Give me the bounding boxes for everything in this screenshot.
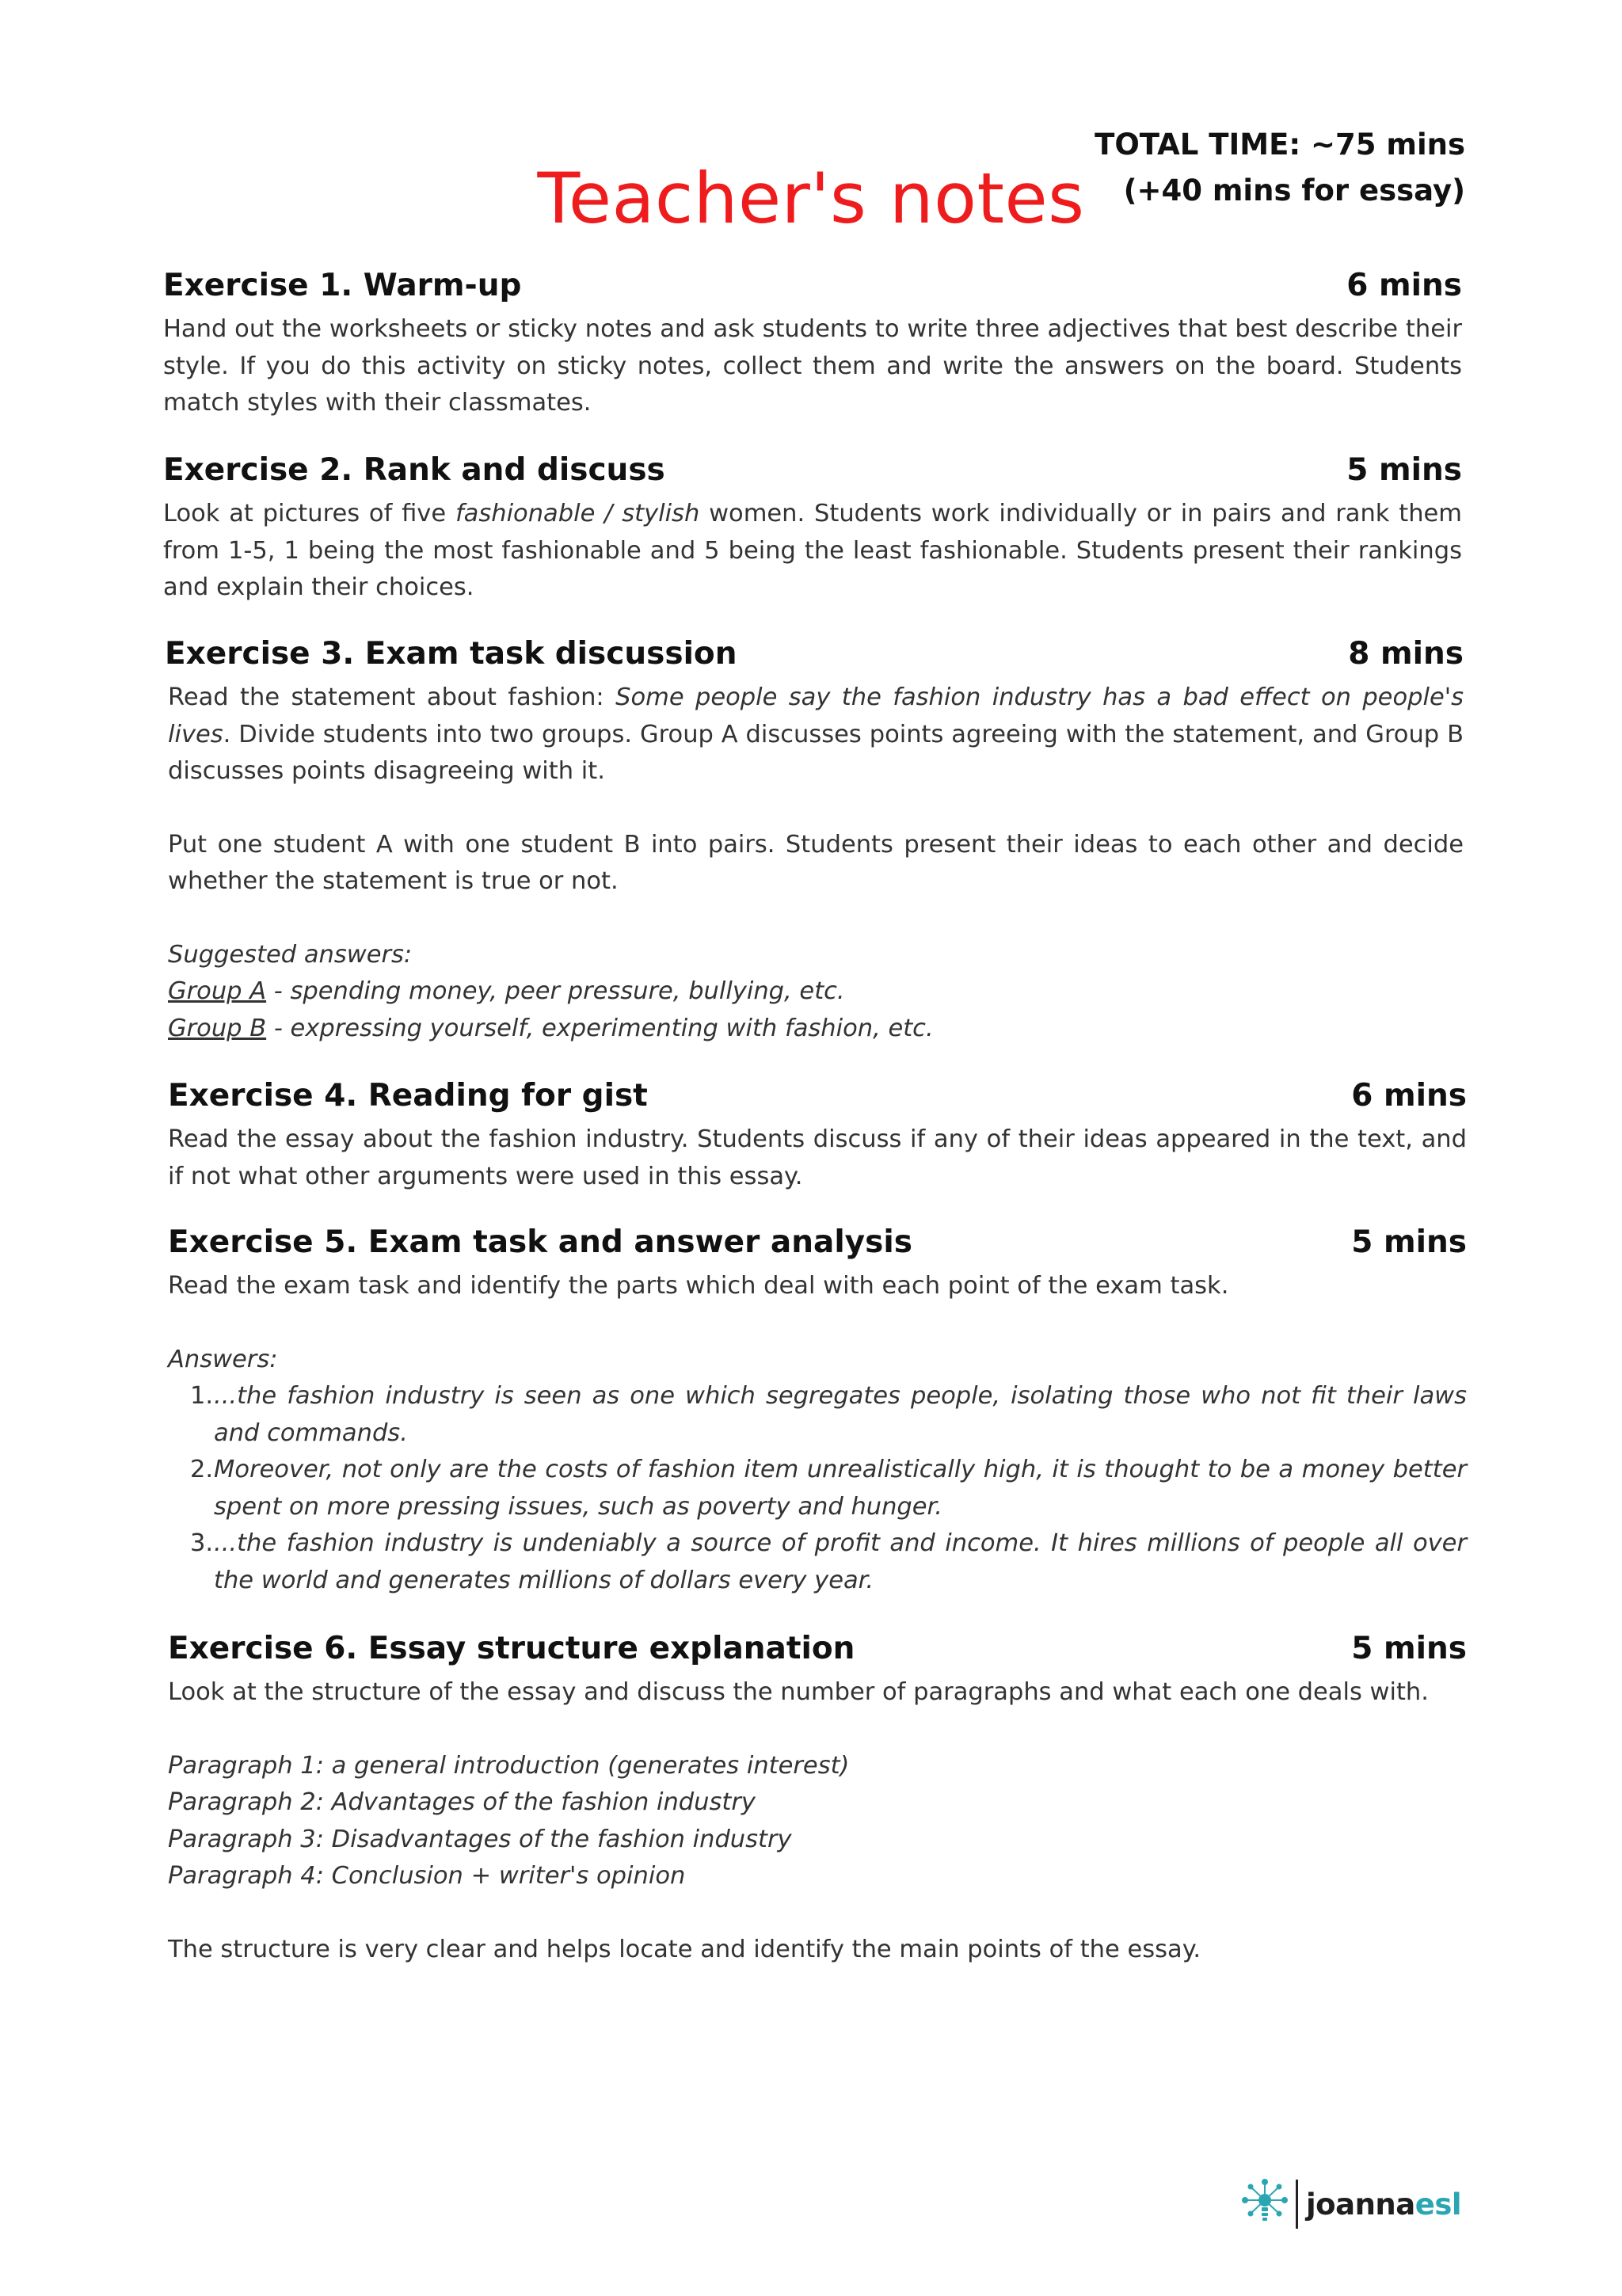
suggested-answers-label: Suggested answers: [168, 940, 413, 969]
answer-text: ...the fashion industry is undeniably a source of profit and income. It hires millions of people all over the world and generates millions of dollars every year. [214, 1529, 1467, 1594]
exercise-header [163, 264, 1462, 308]
group-a-text: - spending money, peer pressure, bullying, etc. [266, 977, 845, 1005]
exercise-6 [168, 1627, 1467, 1968]
exercise-header [163, 448, 1462, 493]
answer-number: 3. [190, 1529, 214, 1557]
total-time-line: TOTAL TIME: ~75 mins [1095, 128, 1465, 162]
exercise-5 [168, 1220, 1467, 1599]
exercise-text: Read the essay about the fashion industry. Students discuss if any of their ideas appeared in the text, and if not what other arguments were used in this essay. [168, 1125, 1467, 1190]
statement-italic: Some people say the fashion industry has a bad effect on people's lives [168, 683, 1464, 748]
group-b-text: - expressing yourself, experimenting with fashion, etc. [266, 1014, 934, 1042]
exercise-time: 5 mins [1346, 452, 1462, 488]
lightbulb-network-icon [1237, 2176, 1293, 2232]
answers-label: Answers: [168, 1345, 278, 1373]
closing-text: The structure is very clear and helps locate and identify the main points of the essay. [168, 1935, 1201, 1963]
paragraph-item: Paragraph 2: Advantages of the fashion industry [168, 1788, 756, 1816]
brand-main: joanna [1306, 2187, 1415, 2222]
page-title: Teacher's notes [537, 158, 1085, 239]
exercise-text: Look at the structure of the essay and discuss the number of paragraphs and what each one deals with. [168, 1678, 1429, 1706]
group-a-label: Group A [168, 977, 267, 1005]
answer-text: ...the fashion industry is seen as one which segregates people, isolating those who not fit their laws and commands. [214, 1382, 1467, 1447]
logo-separator [1296, 2180, 1298, 2229]
exercise-title: Exercise 5. Exam task and answer analysis [168, 1224, 912, 1260]
exercise-text [168, 680, 1464, 790]
answer-item [190, 1378, 1467, 1452]
exercise-title: Exercise 6. Essay structure explanation [168, 1631, 855, 1666]
paragraph-item: Paragraph 4: Conclusion + writer's opinion [168, 1862, 686, 1890]
text-segment: Look at pictures of five [163, 500, 455, 527]
exercise-title: Exercise 1. Warm-up [163, 268, 522, 303]
answer-item [190, 1452, 1467, 1525]
exercise-text: Hand out the worksheets or sticky notes and ask students to write three adjectives that best describe their style. If you do this activity on sticky notes, collect them and write the answers on the board. Students match styles with their classmates. [163, 315, 1462, 417]
exercise-time: 6 mins [1346, 268, 1462, 303]
exercise-title: Exercise 4. Reading for gist [168, 1078, 648, 1114]
exercise-time: 5 mins [1351, 1224, 1467, 1260]
exercise-header [168, 1074, 1467, 1118]
exercise-time: 5 mins [1351, 1631, 1467, 1666]
text-segment: . Divide students into two groups. Group A discusses points agreeing with the statement, and Group B discusses points disagreeing with it. [168, 720, 1464, 785]
exercise-time: 8 mins [1348, 636, 1464, 672]
exercise-3 [165, 632, 1464, 1047]
exercise-4 [168, 1074, 1467, 1195]
group-b-label: Group B [168, 1014, 267, 1042]
exercise-text: Read the exam task and identify the parts which deal with each point of the exam task. [168, 1272, 1229, 1300]
paragraph-list [168, 1748, 1467, 1895]
brand-logo [1237, 2176, 1461, 2232]
exercise-header [168, 1220, 1467, 1265]
paragraph-item: Paragraph 1: a general introduction (generates interest) [168, 1751, 850, 1780]
exercise-text [163, 496, 1462, 607]
essay-time-line: (+40 mins for essay) [1123, 173, 1465, 208]
exercise-2 [163, 448, 1462, 607]
text-segment: women. Students work individually or in pairs and rank them from 1-5, 1 being the most fashionable and 5 being the least fashionable. Students present their rankings and explain their choices. [163, 500, 1463, 601]
exercise-title: Exercise 3. Exam task discussion [165, 636, 737, 672]
brand-accent: esl [1414, 2187, 1462, 2222]
exercise-header [168, 1627, 1467, 1671]
brand-name [1306, 2187, 1461, 2222]
exercise-1 [163, 264, 1462, 422]
answer-number: 1. [190, 1382, 214, 1410]
exercise-text-2: Put one student A with one student B into pairs. Students present their ideas to each other and decide whether the statement is true or not. [168, 830, 1464, 895]
exercise-title: Exercise 2. Rank and discuss [163, 452, 665, 488]
answer-item [190, 1525, 1467, 1599]
answer-text: Moreover, not only are the costs of fashion item unrealistically high, it is thought to be a money better spent on more pressing issues, such as poverty and hunger. [214, 1456, 1467, 1521]
answers-list [168, 1378, 1467, 1599]
text-italic-segment: fashionable / stylish [455, 500, 700, 527]
answer-number: 2. [190, 1456, 214, 1483]
paragraph-item: Paragraph 3: Disadvantages of the fashion industry [168, 1825, 792, 1853]
suggested-answers [168, 937, 1464, 1048]
text-segment: Read the statement about fashion: [168, 683, 616, 711]
exercise-time: 6 mins [1351, 1078, 1467, 1114]
exercise-header [165, 632, 1464, 676]
